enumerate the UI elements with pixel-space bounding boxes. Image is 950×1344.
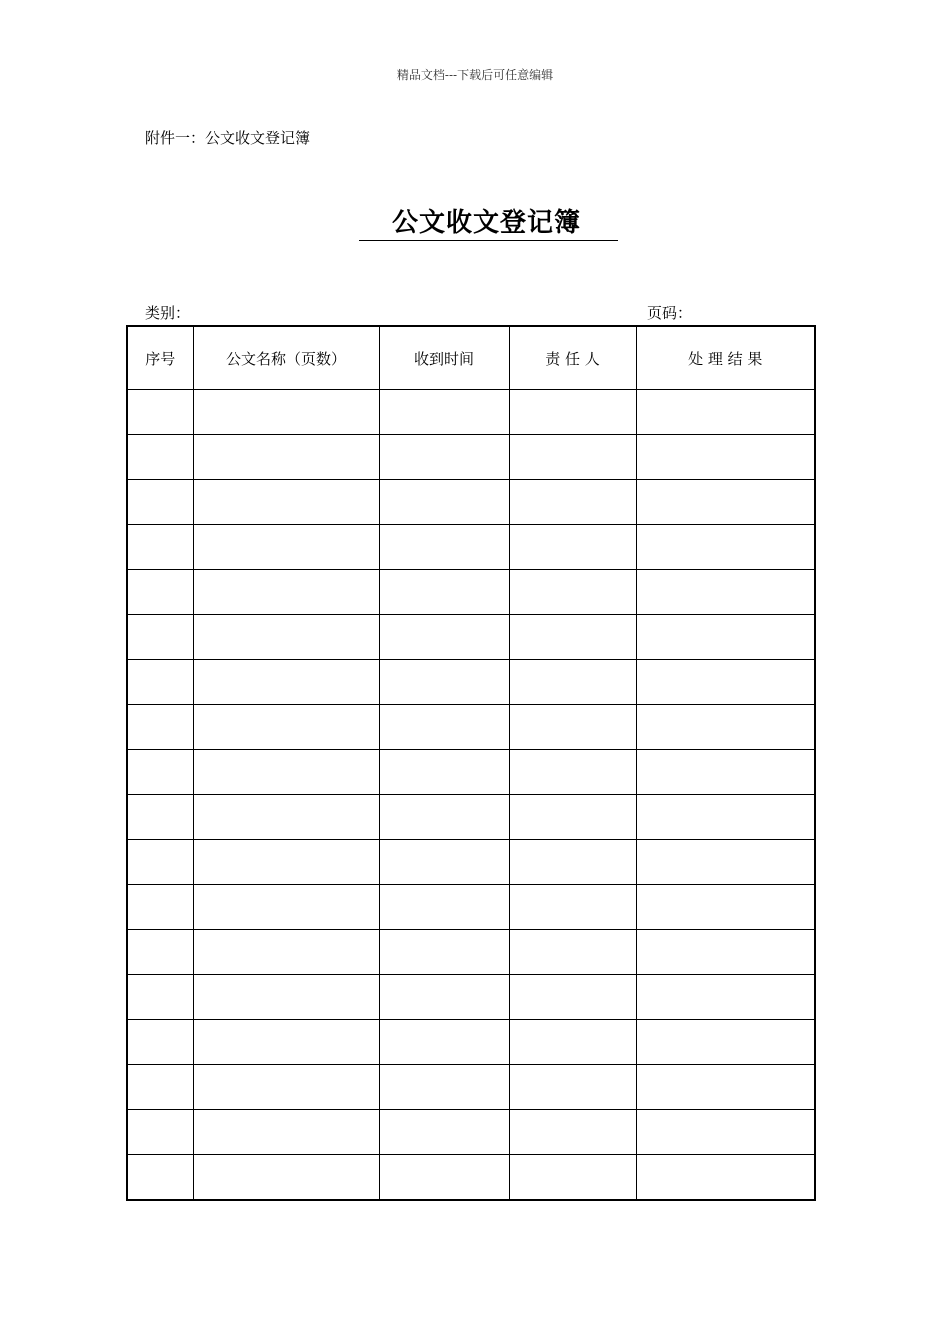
table-row	[127, 795, 815, 840]
cell-serial	[127, 705, 193, 750]
cell-handling-result	[636, 705, 815, 750]
cell-document-name	[193, 750, 379, 795]
cell-received-time	[379, 1155, 509, 1201]
table-row	[127, 885, 815, 930]
column-header-received-time: 收到时间	[379, 326, 509, 390]
cell-received-time	[379, 840, 509, 885]
cell-document-name	[193, 390, 379, 435]
cell-handling-result	[636, 660, 815, 705]
cell-responsible-person	[509, 525, 636, 570]
cell-handling-result	[636, 795, 815, 840]
cell-document-name	[193, 570, 379, 615]
cell-serial	[127, 525, 193, 570]
cell-handling-result	[636, 840, 815, 885]
table-body	[127, 390, 815, 1201]
cell-handling-result	[636, 390, 815, 435]
cell-document-name	[193, 480, 379, 525]
cell-document-name	[193, 1155, 379, 1201]
table-row	[127, 1155, 815, 1201]
cell-received-time	[379, 525, 509, 570]
cell-responsible-person	[509, 885, 636, 930]
cell-handling-result	[636, 435, 815, 480]
cell-responsible-person	[509, 1020, 636, 1065]
column-header-serial: 序号	[127, 326, 193, 390]
cell-received-time	[379, 390, 509, 435]
cell-handling-result	[636, 975, 815, 1020]
register-table	[126, 325, 816, 1201]
cell-serial	[127, 885, 193, 930]
cell-handling-result	[636, 1110, 815, 1155]
cell-serial	[127, 975, 193, 1020]
cell-responsible-person	[509, 480, 636, 525]
table-row	[127, 1020, 815, 1065]
cell-document-name	[193, 840, 379, 885]
cell-serial	[127, 435, 193, 480]
cell-responsible-person	[509, 570, 636, 615]
cell-received-time	[379, 660, 509, 705]
cell-document-name	[193, 1020, 379, 1065]
table-row	[127, 840, 815, 885]
cell-responsible-person	[509, 795, 636, 840]
cell-handling-result	[636, 1065, 815, 1110]
cell-document-name	[193, 975, 379, 1020]
cell-handling-result	[636, 930, 815, 975]
cell-handling-result	[636, 570, 815, 615]
cell-serial	[127, 930, 193, 975]
category-label: 类别：	[145, 304, 191, 322]
table-row	[127, 660, 815, 705]
cell-document-name	[193, 525, 379, 570]
cell-serial	[127, 660, 193, 705]
cell-document-name	[193, 1065, 379, 1110]
cell-responsible-person	[509, 930, 636, 975]
table-header-row	[127, 326, 815, 390]
cell-serial	[127, 1110, 193, 1155]
cell-received-time	[379, 975, 509, 1020]
cell-serial	[127, 1065, 193, 1110]
cell-document-name	[193, 930, 379, 975]
table-row	[127, 570, 815, 615]
cell-serial	[127, 795, 193, 840]
cell-serial	[127, 480, 193, 525]
cell-handling-result	[636, 1020, 815, 1065]
cell-responsible-person	[509, 615, 636, 660]
cell-received-time	[379, 705, 509, 750]
cell-document-name	[193, 885, 379, 930]
page-header-note: 精品文档---下载后可任意编辑	[396, 68, 554, 82]
column-header-document-name: 公文名称（页数）	[193, 326, 379, 390]
cell-handling-result	[636, 1155, 815, 1201]
page-number-label: 页码：	[647, 304, 693, 322]
cell-handling-result	[636, 480, 815, 525]
cell-document-name	[193, 435, 379, 480]
cell-document-name	[193, 795, 379, 840]
cell-responsible-person	[509, 975, 636, 1020]
cell-document-name	[193, 615, 379, 660]
table-row	[127, 480, 815, 525]
cell-received-time	[379, 750, 509, 795]
document-title-underline	[359, 206, 618, 241]
document-title: 公文收文登记簿	[391, 208, 581, 238]
cell-responsible-person	[509, 1110, 636, 1155]
cell-handling-result	[636, 525, 815, 570]
cell-responsible-person	[509, 1065, 636, 1110]
cell-responsible-person	[509, 390, 636, 435]
cell-serial	[127, 390, 193, 435]
table-row	[127, 525, 815, 570]
cell-received-time	[379, 1020, 509, 1065]
attachment-label: 附件一：公文收文登记簿	[145, 129, 311, 147]
cell-received-time	[379, 570, 509, 615]
cell-responsible-person	[509, 840, 636, 885]
table-row	[127, 975, 815, 1020]
cell-responsible-person	[509, 705, 636, 750]
cell-serial	[127, 570, 193, 615]
table-row	[127, 930, 815, 975]
cell-received-time	[379, 1065, 509, 1110]
cell-serial	[127, 750, 193, 795]
table-row	[127, 390, 815, 435]
cell-handling-result	[636, 885, 815, 930]
cell-serial	[127, 1155, 193, 1201]
cell-serial	[127, 615, 193, 660]
cell-received-time	[379, 435, 509, 480]
cell-responsible-person	[509, 435, 636, 480]
cell-received-time	[379, 930, 509, 975]
cell-responsible-person	[509, 750, 636, 795]
column-header-responsible-person: 责 任 人	[509, 326, 636, 390]
cell-handling-result	[636, 750, 815, 795]
table-row	[127, 750, 815, 795]
cell-received-time	[379, 795, 509, 840]
cell-serial	[127, 1020, 193, 1065]
column-header-handling-result: 处 理 结 果	[636, 326, 815, 390]
table-row	[127, 705, 815, 750]
table-row	[127, 615, 815, 660]
cell-handling-result	[636, 615, 815, 660]
cell-received-time	[379, 480, 509, 525]
cell-document-name	[193, 705, 379, 750]
table-row	[127, 1110, 815, 1155]
cell-document-name	[193, 660, 379, 705]
cell-received-time	[379, 1110, 509, 1155]
cell-received-time	[379, 885, 509, 930]
cell-responsible-person	[509, 1155, 636, 1201]
cell-document-name	[193, 1110, 379, 1155]
cell-responsible-person	[509, 660, 636, 705]
cell-received-time	[379, 615, 509, 660]
table-row	[127, 435, 815, 480]
cell-serial	[127, 840, 193, 885]
table-row	[127, 1065, 815, 1110]
